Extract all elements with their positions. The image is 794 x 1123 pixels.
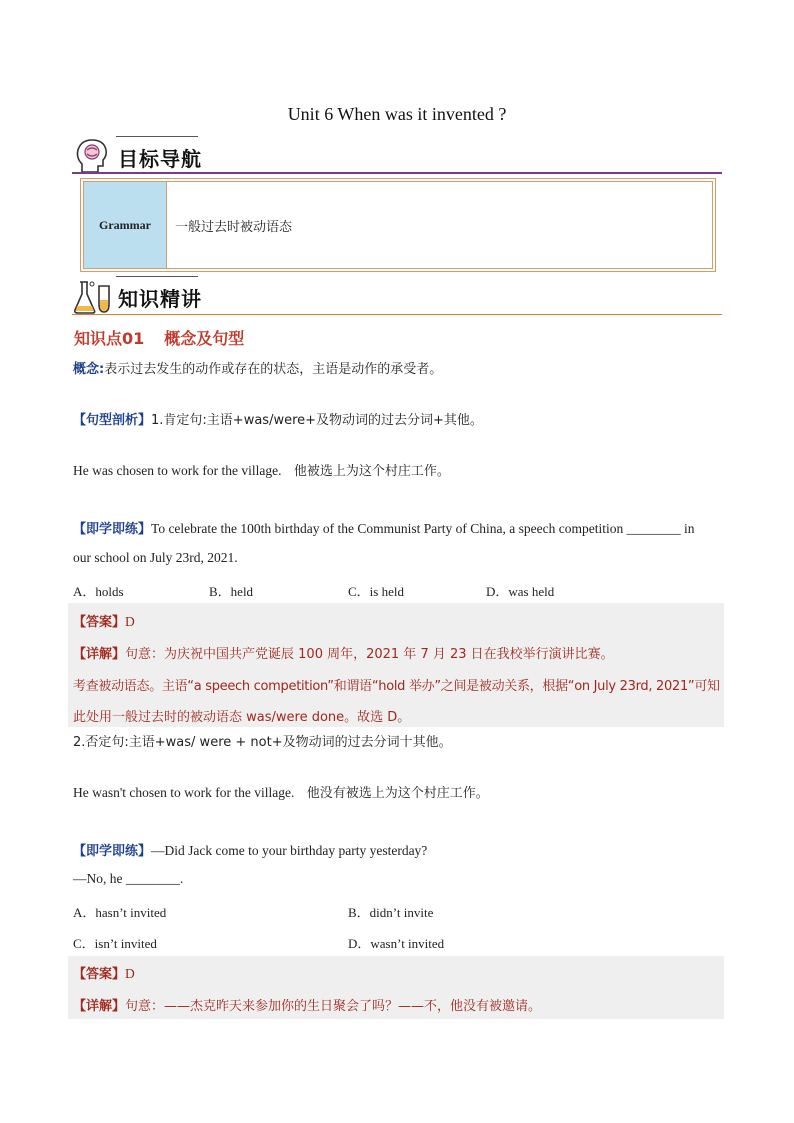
exercise2-answer: D: [125, 966, 135, 981]
section-knowledge-header: [72, 276, 722, 316]
knowledge-point-number: 知识点01: [74, 329, 145, 348]
exercise1-answer-line: [73, 611, 135, 630]
exercise1-answer: D: [125, 614, 135, 629]
knowledge-point-heading: 概念及句型: [164, 329, 245, 348]
exercise2-option-d: D．wasn’t invited: [348, 936, 445, 951]
pattern1-line: [73, 409, 483, 428]
concept-line: [73, 358, 442, 377]
exercise2-answer-line: [73, 963, 135, 982]
answer-tag: 【答案】: [73, 615, 126, 630]
exercise2-line2: —No, he ________.: [73, 871, 184, 886]
exercise1-question-line1: [73, 518, 694, 537]
example1-line: [73, 460, 450, 479]
concept-key: 概念:: [73, 362, 105, 377]
exercise2-detail-line1: [73, 995, 541, 1014]
example2-line: [73, 782, 489, 801]
exercise1-option-c: C．is held: [348, 584, 404, 599]
exercise1-detail1: 句意：为庆祝中国共产党诞辰 100 周年，2021 年 7 月 23 日在我校举行演讲比赛。: [125, 647, 614, 662]
exercise1-detail-line1: [73, 643, 614, 662]
brain-head-icon: [72, 136, 112, 176]
detail-tag: 【详解】: [73, 647, 126, 662]
exercise2-detail1: 句意：——杰克昨天来参加你的生日聚会了吗？——不，他没有被邀请。: [125, 999, 542, 1014]
section-goals-label: 目标导航: [118, 147, 202, 171]
header-rule: [72, 172, 722, 174]
exercise1-option-d: D．was held: [486, 584, 555, 599]
header-rule: [72, 314, 722, 315]
exercise-tag: 【即学即练】: [73, 522, 152, 537]
exercise2-option-b: B．didn’t invite: [348, 905, 434, 920]
pattern-tag: 【句型剖析】: [73, 413, 152, 428]
concept-text: 表示过去发生的动作或存在的状态，主语是动作的承受者。: [104, 362, 443, 377]
exercise-tag: 【即学即练】: [73, 844, 152, 859]
answer-tag: 【答案】: [73, 967, 126, 982]
section-knowledge-label: 知识精讲: [118, 287, 202, 311]
exercise1-detail2: 考查被动语态。主语“a speech competition”和谓语“hold 举办”之间是被动关系，根据“on July 23rd, 2021”可知: [73, 679, 720, 694]
exercise1-option-a: A．holds: [73, 584, 124, 599]
goal-table: [80, 178, 716, 272]
example2-en: He wasn't chosen to work for the village.: [73, 785, 295, 800]
knowledge-point-title: [74, 326, 244, 349]
exercise2-line1: —Did Jack come to your birthday party yesterday?: [151, 843, 428, 858]
page-title: Unit 6 When was it invented ?: [287, 104, 507, 124]
section-goals-header: [72, 136, 722, 176]
exercise2-option-c: C．isn’t invited: [73, 936, 157, 951]
exercise1-option-b: B．held: [209, 584, 254, 599]
flask-icon: [72, 276, 112, 316]
header-top-line: [116, 276, 198, 277]
example1-zh: 他被选上为这个村庄工作。: [293, 464, 450, 479]
example1-en: He was chosen to work for the village.: [73, 463, 282, 478]
pattern1-text: 1.肯定句:主语+was/were+及物动词的过去分词+其他。: [151, 413, 483, 428]
header-top-line: [116, 136, 198, 137]
example2-zh: 他没有被选上为这个村庄工作。: [306, 786, 489, 801]
goal-key-cell: Grammar: [84, 182, 167, 268]
exercise1-line1: To celebrate the 100th birthday of the Communist Party of China, a speech competition ________ in: [151, 521, 695, 536]
exercise1-detail3: 此处用一般过去时的被动语态 was/were done。故选 D。: [73, 710, 411, 725]
pattern2-text: 2.否定句:主语+was/ were + not+及物动词的过去分词十其他。: [73, 735, 452, 750]
exercise2-question-line1: [73, 840, 427, 859]
exercise1-line2: our school on July 23rd, 2021.: [73, 550, 238, 565]
exercise2-option-a: A．hasn’t invited: [73, 905, 167, 920]
goal-value-cell: 一般过去时被动语态: [175, 219, 293, 235]
detail-tag: 【详解】: [73, 999, 126, 1014]
